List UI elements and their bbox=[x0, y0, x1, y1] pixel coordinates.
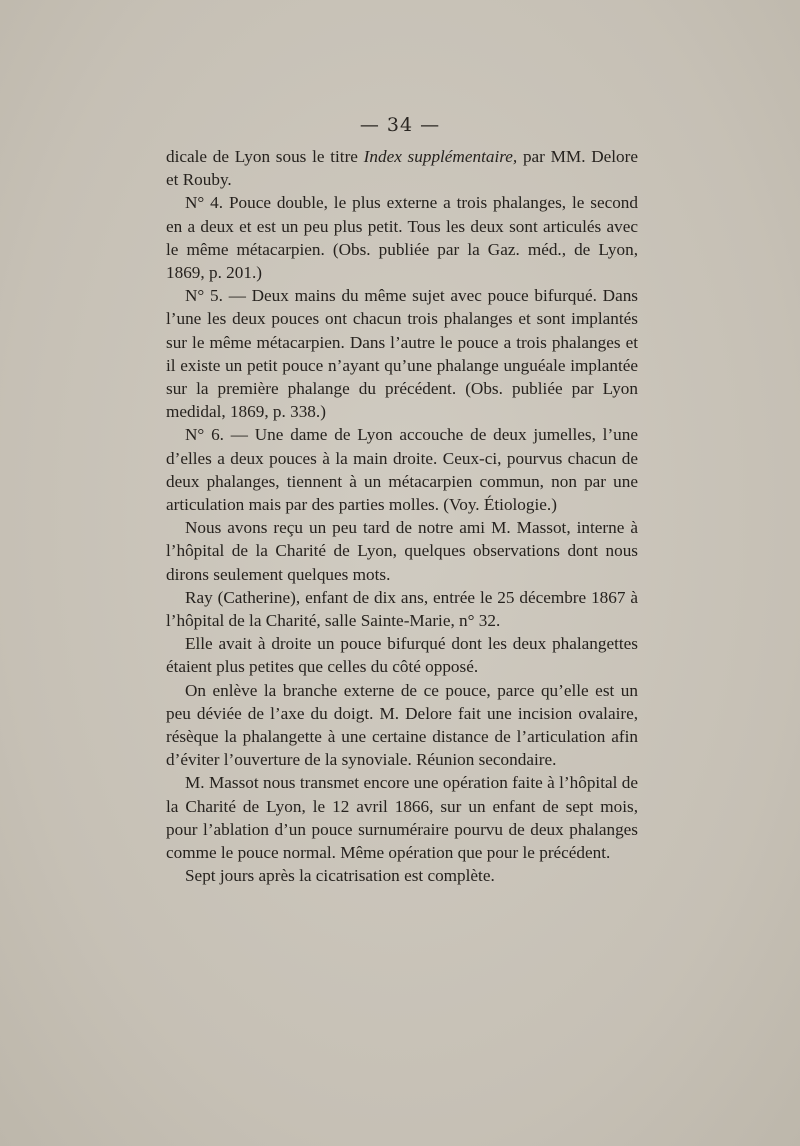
paragraph-continued bbox=[166, 145, 638, 191]
paragraph: Elle avait à droite un pouce bifurqué dont les deux phalangettes étaient plus petites que celles du côté opposé. bbox=[166, 634, 638, 677]
paragraph: Ray (Catherine), enfant de dix ans, entrée le 25 décembre 1867 à l’hôpital de la Charité, salle Sainte-Marie, n° 32. bbox=[166, 587, 638, 631]
paragraph-observation-6: N° 6. — Une dame de Lyon accouche de deux jumelles, l’une d’elles a deux pouces à la main droite. Ceux-ci, pourvus chacun de deux phalanges, tiennent à un métacarpien commun, non par une articulation mais par des parties molles. (Voy. Étiologie.) bbox=[166, 425, 638, 515]
page-number: — 34 — bbox=[359, 114, 441, 136]
paragraph-observation-5: N° 5. — Deux mains du même sujet avec pouce bifurqué. Dans l’une les deux pouces ont chacun trois phalanges et sont implantés sur le même métacarpien. Dans l’autre le pouce a trois phalanges et il existe un petit pouce n’ayant qu’une phalange unguéale implantée sur la première phalange du précédent. (Obs. publiée par Lyon medidal, 1869, p. 338.) bbox=[166, 286, 638, 422]
paragraph: M. Massot nous transmet encore une opération faite à l’hôpital de la Charité de Lyon, le 12 avril 1866, sur un enfant de sept mois, pour l’ablation d’un pouce surnuméraire pourvu de deux phalanges comme le pouce normal. Même opération que pour le précédent. bbox=[166, 773, 638, 863]
body-text bbox=[166, 145, 638, 888]
paragraph-text: par MM. Delore et Rouby. bbox=[166, 147, 638, 190]
paragraph: Sept jours après la cicatrisation est complète. bbox=[185, 866, 495, 886]
italic-title: Index supplémentaire, bbox=[363, 147, 518, 166]
paragraph: Nous avons reçu un peu tard de notre ami M. Massot, interne à l’hôpital de la Charité de Lyon, quelques observations dont nous dirons seulement quelques mots. bbox=[166, 518, 638, 584]
paragraph: On enlève la branche externe de ce pouce, parce qu’elle est un peu déviée de l’axe du doigt. M. Delore fait une incision ovalaire, résèque la phalangette à une certaine distance de l’articulation afin d’éviter l’ouverture de la synoviale. Réunion secondaire. bbox=[166, 680, 638, 770]
paragraph-observation-4: N° 4. Pouce double, le plus externe a trois phalanges, le second en a deux et est un peu plus petit. Tous les deux sont articulés avec le même métacarpien. (Obs. publiée par la Gaz. méd., de Lyon, 1869, p. 201.) bbox=[166, 193, 638, 283]
paragraph-text: dicale de Lyon sous le titre bbox=[166, 147, 364, 166]
